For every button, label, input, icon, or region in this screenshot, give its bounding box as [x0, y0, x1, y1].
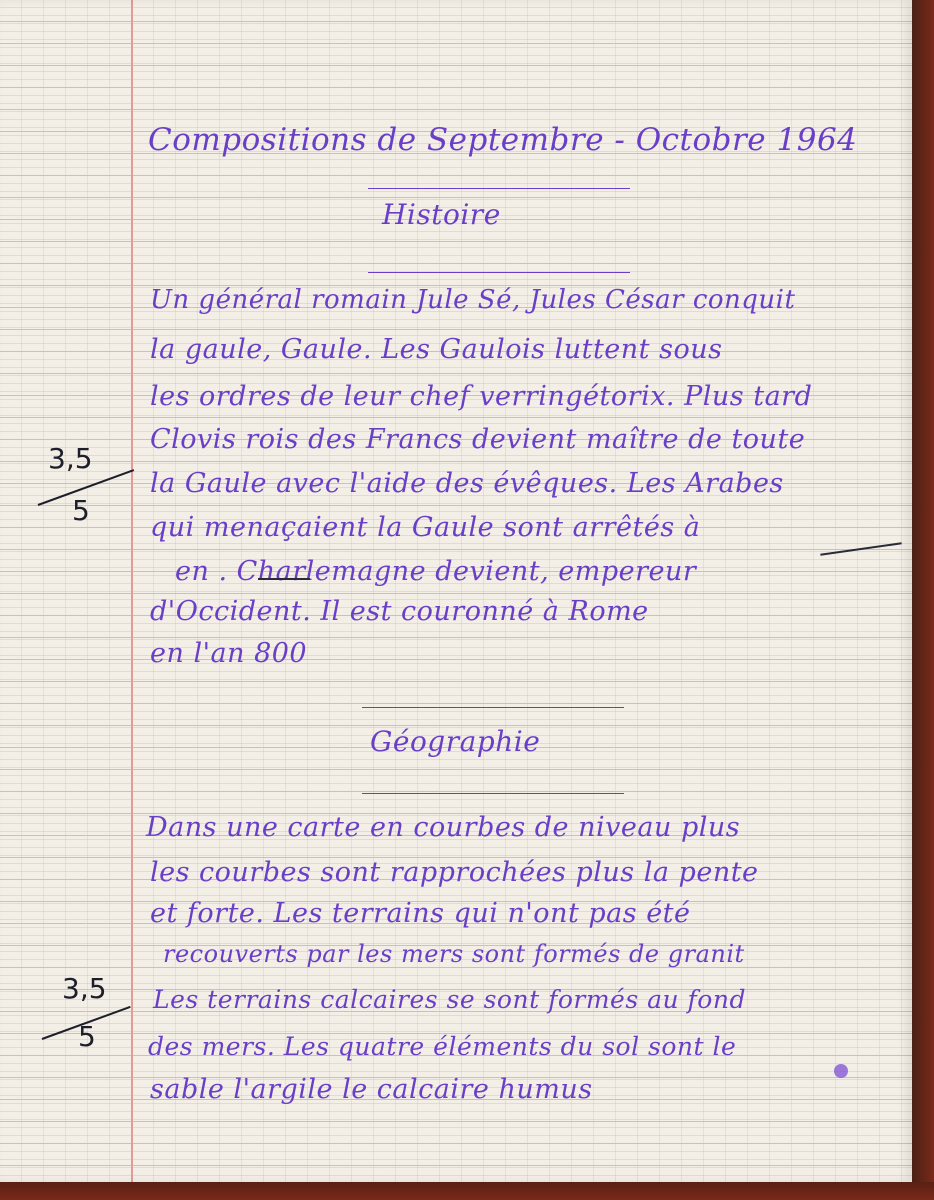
geographie-line: recouverts par les mers sont formés de granit [163, 940, 745, 968]
histoire-line: Clovis rois des Francs devient maître de toute [150, 424, 806, 455]
histoire-line: d'Occident. Il est couronné à Rome [150, 596, 649, 627]
geographie-line: des mers. Les quatre éléments du sol sont le [148, 1032, 737, 1061]
geographie-line: Les terrains calcaires se sont formés au fond [153, 985, 746, 1014]
histoire-line: en . Charlemagne devient, empereur [175, 556, 697, 587]
grade-score: 3,5 [48, 442, 93, 475]
heading-rule-bottom [368, 272, 630, 273]
geographie-line: les courbes sont rapprochées plus la pente [150, 857, 759, 888]
histoire-line: la Gaule avec l'aide des évêques. Les Arabes [150, 468, 784, 499]
heading-rule-top [368, 188, 630, 189]
notebook-cover-bottom [0, 1182, 934, 1200]
geographie-line: et forte. Les terrains qui n'ont pas été [150, 898, 691, 929]
blank-line [258, 578, 310, 580]
histoire-line: la gaule, Gaule. Les Gaulois luttent sous [150, 334, 723, 365]
ink-blot [834, 1064, 848, 1078]
notebook-cover-edge [912, 0, 934, 1200]
grade-out-of: 5 [72, 494, 90, 527]
grade-out-of: 5 [78, 1020, 96, 1053]
histoire-line: en l'an 800 [150, 638, 308, 669]
geographie-line: Dans une carte en courbes de niveau plus [146, 812, 741, 843]
heading-rule-top [362, 707, 624, 708]
geographie-line: sable l'argile le calcaire humus [150, 1074, 593, 1105]
page-title: Compositions de Septembre - Octobre 1964 [148, 122, 858, 158]
histoire-line: Un général romain Jule Sé, Jules César conquit [150, 285, 796, 315]
grade-score: 3,5 [62, 972, 107, 1005]
heading-rule-bottom [362, 793, 624, 794]
histoire-line: les ordres de leur chef verringétorix. Plus tard [150, 381, 813, 412]
histoire-line: qui menaçaient la Gaule sont arrêtés à [150, 512, 701, 543]
blank-line [820, 542, 901, 555]
geographie-heading: Géographie [370, 725, 541, 758]
histoire-heading: Histoire [382, 198, 501, 231]
